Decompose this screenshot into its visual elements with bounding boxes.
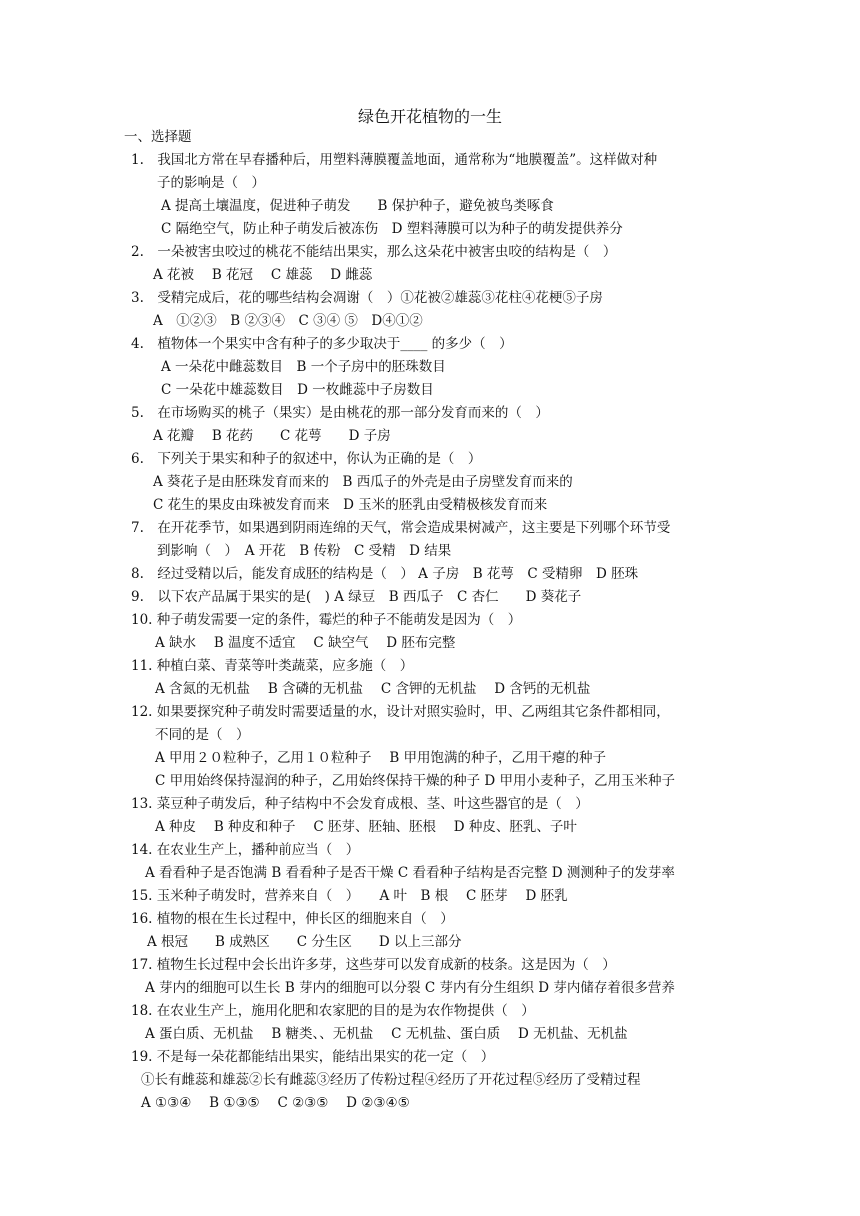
document-title: 绿色开花植物的一生: [357, 107, 502, 126]
text-line: 6. 下列关于果实和种子的叙述中，你认为正确的是（ ）: [131, 451, 482, 467]
text-line: 8. 经过受精以后，能发育成胚的结构是（ ） A 子房 B 花萼 C 受精卵 D 胚珠: [131, 566, 639, 582]
text-line: 15. 玉米种子萌发时，营养来自（ ） A 叶 B 根 C 胚芽 D 胚乳: [131, 888, 568, 904]
text-line: 5. 在市场购买的桃子（果实）是由桃花的那一部分发育而来的（ ）: [131, 405, 549, 421]
text-line: C 甲用始终保持湿润的种子，乙用始终保持干燥的种子 D 甲用小麦种子，乙用玉米种子: [155, 773, 676, 789]
text-line: A 含氮的无机盐 B 含磷的无机盐 C 含钾的无机盐 D 含钙的无机盐: [155, 681, 591, 697]
text-line: 到影响（ ） A 开花 B 传粉 C 受精 D 结果: [157, 543, 452, 559]
text-line: A 看看种子是否饱满 B 看看种子是否干燥 C 看看种子结构是否完整 D 测测种子的发芽率: [145, 865, 675, 881]
text-line: C 隔绝空气，防止种子萌发后被冻伤 D 塑料薄膜可以为种子的萌发提供养分: [161, 221, 623, 237]
text-line: 19. 不是每一朵花都能结出果实，能结出果实的花一定（ ）: [131, 1049, 495, 1065]
text-line: 14. 在农业生产上，播种前应当（ ）: [131, 842, 360, 858]
text-line: 4. 植物体一个果实中含有种子的多少取决于____ 的多少（ ）: [131, 336, 513, 352]
text-line: ①长有雌蕊和雄蕊②长有雌蕊③经历了传粉过程④经历了开花过程⑤经历了受精过程: [141, 1072, 641, 1088]
text-line: 11. 种植白菜、青菜等叶类蔬菜，应多施（ ）: [131, 658, 414, 674]
text-line: 1. 我国北方常在早春播种后，用塑料薄膜覆盖地面，通常称为“地膜覆盖”。这样做对种: [131, 152, 658, 168]
text-line: A 花被 B 花冠 C 雄蕊 D 雌蕊: [153, 267, 373, 283]
text-line: A 花瓣 B 花药 C 花萼 D 子房: [153, 428, 391, 444]
text-line: C 花生的果皮由珠被发育而来 D 玉米的胚乳由受精极核发育而来: [153, 497, 548, 513]
text-line: A ①②③ B ②③④ C ③④ ⑤ D④①②: [153, 313, 423, 329]
section-heading: 一、选择题: [124, 129, 192, 145]
text-line: A 葵花子是由胚珠发育而来的 B 西瓜子的外壳是由子房壁发育而来的: [153, 474, 573, 490]
text-line: 2. 一朵被害虫咬过的桃花不能结出果实，那么这朵花中被害虫咬的结构是（ ）: [131, 244, 617, 260]
text-line: A 种皮 B 种皮和种子 C 胚芽、胚轴、胚根 D 种皮、胚乳、子叶: [155, 819, 577, 835]
text-line: 13. 菜豆种子萌发后，种子结构中不会发育成根、茎、叶这些器官的是（ ）: [131, 796, 589, 812]
text-line: 10. 种子萌发需要一定的条件，霉烂的种子不能萌发是因为（ ）: [131, 612, 522, 628]
text-line: A 提高土壤温度，促进种子萌发 B 保护种子，避免被鸟类啄食: [161, 198, 554, 214]
text-line: 3. 受精完成后，花的哪些结构会凋谢（ ）①花被②雄蕊③花柱④花梗⑤子房: [131, 290, 603, 306]
text-line: A ①③④ B ①③⑤ C ②③⑤ D ②③④⑤: [141, 1095, 410, 1111]
text-line: A 芽内的细胞可以生长 B 芽内的细胞可以分裂 C 芽内有分生组织 D 芽内储存着很多营养: [145, 980, 675, 996]
text-line: 7. 在开花季节，如果遇到阴雨连绵的天气，常会造成果树减产，这主要是下列哪个环节受: [131, 520, 671, 536]
text-line: A 缺水 B 温度不适宜 C 缺空气 D 胚布完整: [155, 635, 456, 651]
text-line: A 一朵花中雌蕊数目 B 一个子房中的胚珠数目: [161, 359, 446, 375]
text-line: 17. 植物生长过程中会长出许多芽，这些芽可以发育成新的枝条。这是因为（ ）: [131, 957, 616, 973]
text-line: C 一朵花中雄蕊数目 D 一枚雌蕊中子房数目: [161, 382, 434, 398]
text-line: A 蛋白质、无机盐 B 糖类、、无机盐 C 无机盐、蛋白质 D 无机盐、无机盐: [145, 1026, 628, 1042]
text-line: 子的影响是（ ）: [157, 175, 265, 191]
text-line: A 甲用２０粒种子，乙用１０粒种子 B 甲用饱满的种子，乙用干瘪的种子: [155, 750, 607, 766]
text-line: 12. 如果要探究种子萌发时需要适量的水，设计对照实验时，甲、乙两组其它条件都相同，: [131, 704, 670, 720]
text-line: 不同的是（ ）: [155, 727, 250, 743]
text-line: A 根冠 B 成熟区 C 分生区 D 以上三部分: [147, 934, 462, 950]
text-line: 18. 在农业生产上，施用化肥和农家肥的目的是为农作物提供（ ）: [131, 1003, 535, 1019]
text-line: 9. 以下农产品属于果实的是( ) A 绿豆 B 西瓜子 C 杏仁 D 葵花子: [131, 589, 582, 605]
text-line: 16. 植物的根在生长过程中，伸长区的细胞来自（ ）: [131, 911, 454, 927]
